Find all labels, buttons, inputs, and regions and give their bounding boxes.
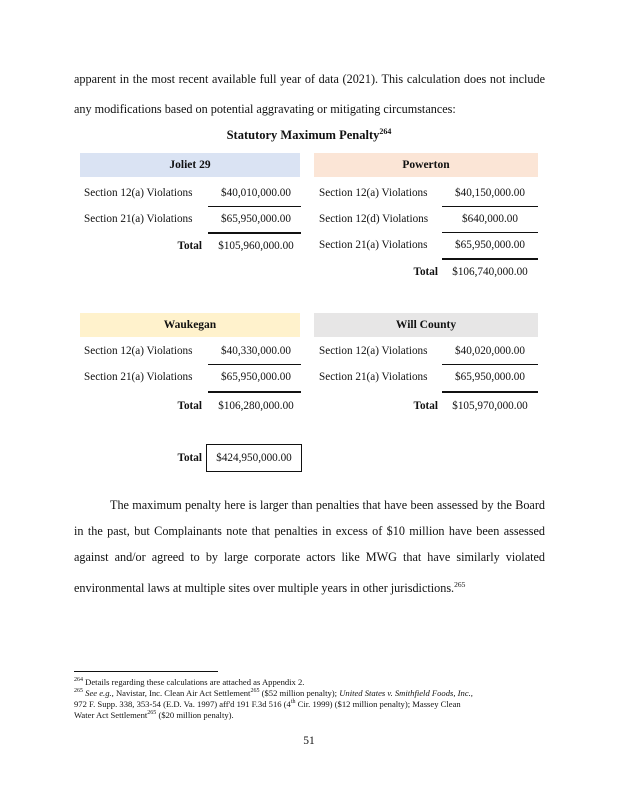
- will-county-header-text: Will County: [395, 319, 457, 331]
- waukegan-rule-1: [208, 364, 301, 365]
- grand-total-amount: $424,950,000.00: [216, 452, 292, 464]
- powerton-header-text: Powerton: [402, 159, 450, 171]
- will-county-row-2-amount: $65,950,000.00: [455, 371, 525, 383]
- powerton-row-3-amount: $65,950,000.00: [455, 239, 525, 251]
- footnote-265-line-1: [74, 688, 473, 699]
- joliet-header-text: Joliet 29: [169, 159, 211, 171]
- will-county-rule-1: [442, 364, 538, 365]
- will-county-row-2-label: Section 21(a) Violations: [319, 371, 428, 383]
- paragraph-line-4-text: environmental laws at multiple sites over multiple years in other jurisdictions.: [74, 581, 455, 595]
- footnote-265-citation: 972 F. Supp. 338, 353-54 (E.D. Va. 1997) aff'd 191 F.3d 516 (4: [74, 699, 291, 709]
- footnote-265-massey-ref: 265: [147, 710, 157, 717]
- powerton-rule-3: [442, 258, 538, 260]
- will-county-total-label: Total: [413, 400, 438, 412]
- waukegan-header-text: Waukegan: [163, 319, 217, 331]
- powerton-row-2-amount: $640,000.00: [462, 213, 518, 225]
- footnote-265-see: See e.g.,: [85, 688, 114, 698]
- table-title-text: Statutory Maximum Penalty: [226, 128, 380, 142]
- page-number: 51: [303, 735, 315, 747]
- footnote-265-navistar: Navistar, Inc. Clean Air Act Settlement: [115, 688, 251, 698]
- will-county-row-1-amount: $40,020,000.00: [455, 345, 525, 357]
- powerton-total-label: Total: [413, 266, 438, 278]
- paragraph-line-2: in the past, but Complainants note that penalties in excess of $10 million have been assessed: [74, 524, 545, 538]
- footnote-264-number: 264: [74, 677, 83, 684]
- footnote-265-massey: Water Act Settlement: [74, 710, 148, 720]
- waukegan-row-1-label: Section 12(a) Violations: [84, 345, 193, 357]
- will-county-total-amount: $105,970,000.00: [452, 400, 528, 412]
- intro-line-2: any modifications based on potential aggravating or mitigating circumstances:: [74, 102, 456, 116]
- powerton-row-1-label: Section 12(a) Violations: [319, 187, 428, 199]
- powerton-row-3-label: Section 21(a) Violations: [319, 239, 428, 251]
- powerton-row-2-label: Section 12(d) Violations: [319, 213, 429, 225]
- footnote-265-citation-end: Cir. 1999) ($12 million penalty); Massey Clean: [297, 699, 461, 709]
- powerton-row-1-amount: $40,150,000.00: [455, 187, 525, 199]
- footnote-264-text: Details regarding these calculations are attached as Appendix 2.: [85, 677, 305, 687]
- waukegan-total-amount: $106,280,000.00: [218, 400, 294, 412]
- paragraph-line-1: The maximum penalty here is larger than penalties that have been assessed by the Board: [110, 498, 545, 512]
- waukegan-total-label: Total: [177, 400, 202, 412]
- joliet-header: [80, 153, 300, 177]
- footnote-separator: [74, 671, 218, 672]
- intro-line-1: apparent in the most recent available full year of data (2021). This calculation does not include: [74, 72, 545, 86]
- waukegan-row-2-amount: $65,950,000.00: [221, 371, 291, 383]
- waukegan-row-1-amount: $40,330,000.00: [221, 345, 291, 357]
- powerton-total-amount: $106,740,000.00: [452, 266, 528, 278]
- footnote-ref-265: 265: [454, 579, 466, 589]
- joliet-row-2-amount: $65,950,000.00: [221, 213, 291, 225]
- footnote-265-comma: ,: [470, 688, 473, 698]
- footnote-265-line-2: [74, 699, 461, 710]
- waukegan-row-2-label: Section 21(a) Violations: [84, 371, 193, 383]
- waukegan-rule-2: [208, 391, 301, 393]
- footnote-265-number: 265: [74, 688, 83, 695]
- paragraph-line-4: [74, 579, 465, 597]
- joliet-rule-2: [208, 232, 301, 234]
- footnote-265-case-name: United States v. Smithfield Foods, Inc.: [339, 688, 471, 698]
- joliet-row-1-amount: $40,010,000.00: [221, 187, 291, 199]
- footnote-265-line-3: [74, 710, 234, 721]
- footnote-265-navistar-penalty: ($52 million penalty);: [261, 688, 338, 698]
- footnote-264: [74, 677, 304, 688]
- grand-total-label: Total: [177, 452, 202, 464]
- footnote-265-th: th: [290, 699, 296, 706]
- footnote-265-massey-penalty: ($20 million penalty).: [158, 710, 234, 720]
- paragraph-line-3: against and/or agreed to by large corporate actors like MWG that have similarly violated: [74, 550, 545, 564]
- will-county-rule-2: [442, 391, 538, 393]
- will-county-row-1-label: Section 12(a) Violations: [319, 345, 428, 357]
- joliet-row-2-label: Section 21(a) Violations: [84, 213, 193, 225]
- table-title: [0, 128, 618, 143]
- joliet-total-label: Total: [177, 240, 202, 252]
- footnote-ref-264: 264: [379, 126, 392, 136]
- joliet-total-amount: $105,960,000.00: [218, 240, 294, 252]
- joliet-rule-1: [208, 206, 301, 207]
- grand-total-box: [206, 444, 302, 472]
- footnote-265-navistar-ref: 265: [250, 688, 260, 695]
- powerton-header: [314, 153, 538, 177]
- powerton-rule-2: [442, 232, 538, 233]
- waukegan-header: [80, 313, 300, 337]
- powerton-rule-1: [442, 206, 538, 207]
- joliet-row-1-label: Section 12(a) Violations: [84, 187, 193, 199]
- will-county-header: [314, 313, 538, 337]
